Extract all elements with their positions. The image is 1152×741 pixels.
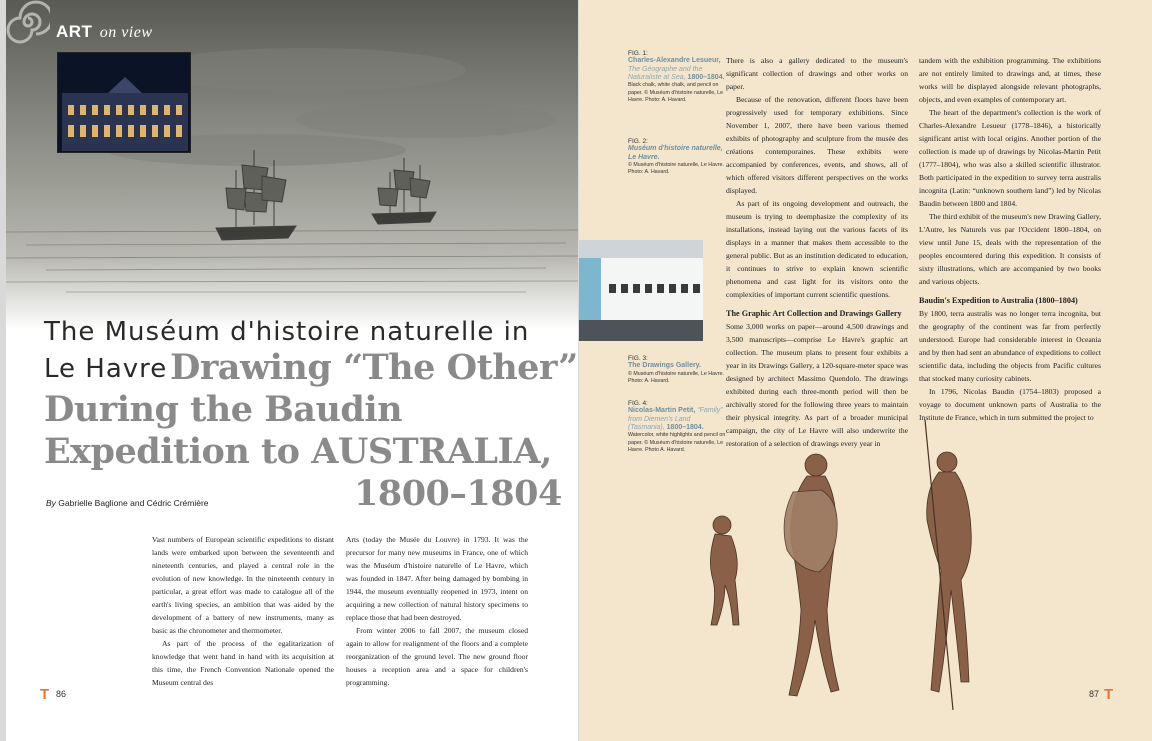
caption-heading: The Drawings Gallery. [628,362,702,370]
caption-body: Black chalk, white chalk, and pencil on paper. © Muséum d'histoire naturelle, Le Havre. Photo: A. Havard. [628,82,724,103]
page-number: 87 [1089,689,1100,699]
magazine-t-logo: T [40,686,50,703]
title-line-5-years: 1800–1804 [354,473,562,514]
ship-right [372,158,436,224]
paragraph: Vast numbers of European scientific expeditions to distant lands were embarked upon between the seventeenth and nineteenth centuries, and played a central role in the evolution of new knowledge. In the nineteenth century in particular, a great effort was made to catalogue all of the earth's living species, an ambition that was aided by the development of a battery of new instruments, many as basic as the chronometer and thermometer. [152,535,334,635]
byline [46,498,209,508]
paragraph: In 1796, Nicolas Baudin (1754–1803) proposed a voyage to document unknown parts of Australia to the Institute de France, which in turn submitted the project to [919,387,1101,422]
caption-fig-number: FIG. 4: [628,400,648,407]
paragraph: Because of the renovation, different floors have been progressively used for temporary exhibitions. Since November 1, 2007, there have been various themed exhibits of photography and sculpture from the musée des créations contemporaines. These exhibits were accompanied by conferences, events, and shows, all of which offered visitors different perspectives on the works displayed. [726,95,908,195]
museum-building-photo [57,52,191,153]
drawings-gallery-photo [579,240,703,341]
paragraph: Arts (today the Musée du Louvre) in 1793. It was the precursor for many new museums in France, one of which was the Muséum d'histoire naturelle of Le Havre, which was founded in 1847. After being damaged by bombing in 1944, the museum eventually reopened in 1973, intent on acquiring a new collection of natural history specimens to replace those that had been destroyed. [346,535,528,622]
caption-artist: Nicolas-Martin Petit, [628,407,696,415]
kicker-word-on-view: on view [99,24,153,41]
caption-fig-3 [628,355,728,385]
section-heading: Baudin's Expedition to Australia (1800–1804) [919,296,1078,305]
body-column-1 [152,533,334,689]
paragraph: Some 3,000 works on paper—around 4,500 drawings and 3,500 manuscripts—comprise Le Havre's graphic art collection. The museum plans to present four exhibits a year in its Drawings Gallery, a 120-square-meter space was designed by architect Massimo Quendolo. The drawings exhibited during each three-month period will then be archivally stored for the following three years to maintain their physical integrity. As part of a broader municipal campaign, the city of Le Havre will also underwrite the restoration of a selection of drawings every year in [726,322,908,448]
caption-heading [628,57,728,82]
ships-drawing [6,0,578,330]
caption-body: Watercolor, white highlights and pencil on paper. © Muséum d'histoire naturelle, Le Havre. Photo A. Havard. [628,432,726,453]
paragraph: By 1800, terra australis was no longer terra incognita, but the geography of the continent was far from perfectly understood. Europe had considerable interest in Oceania and by then had sent an abundance of expeditions to collect scientific data, including the objects from Pacific cultures that stocked many curiosity cabinets. [919,309,1101,383]
caption-fig-number: FIG. 1: [628,50,648,57]
caption-body: © Muséum d'histoire naturelle, Le Havre. Photo: A. Havard. [628,370,724,384]
ships-sketch-illustration [6,0,578,330]
section-heading: The Graphic Art Collection and Drawings Gallery [726,309,902,318]
caption-year: 1800–1804. [687,74,725,82]
paragraph: The heart of the department's collection is the work of Charles-Alexandre Lesueur (1778–1846), a historically significant artist with local origins. Another portion of the collection is made up of drawings by Nicolas-Martin Petit (1777–1804), who was also a skilled scientific illustrator. Both participated in the expedition to survey terra australis incognita (Latin: “unknown southern land”) led by Nicolas Baudin between 1800 and 1804. [919,108,1101,208]
caption-heading: Muséum d'histoire naturelle, Le Havre. [628,145,723,161]
title-line-4: Expedition to AUSTRALIA, [44,431,552,472]
page-number: 86 [56,689,67,699]
title-line-1: The Muséum d'histoire naturelle in [44,317,530,347]
right-body-column-2 [919,54,1101,424]
caption-body: © Muséum d'histoire naturelle, Le Havre. Photo: A. Havard. [628,162,724,176]
title-line-3: During the Baudin [44,389,403,430]
spiral-logo-icon [6,0,50,44]
caption-fig-1 [628,50,728,104]
caption-year: 1800–1804. [666,424,704,432]
paragraph: As part of the process of the egalitarization of knowledge that went hand in hand with its acquisition at this time, the French Convention Nationale opened the Museum central des [152,639,334,687]
caption-fig-number: FIG. 2: [628,138,648,145]
right-body-column-1 [726,54,908,450]
magazine-t-logo: T [1104,686,1114,703]
caption-artist: Charles-Alexandre Lesueur, [628,57,721,65]
title-line-2-small: Le Havre [44,354,168,384]
paragraph: As part of its ongoing development and outreach, the museum is trying to deemphasize the complexity of its installations, instead laying out the various facets of its displays in a manner that makes them accessible to the general public. But as an institution dedicated to education, it continues to strive to explain known scientific phenomena and cast light for its visitors onto the complexities of important current scientific questions. [726,199,908,299]
title-line-2-big: Drawing “The Other” [170,347,578,388]
left-page [6,0,578,741]
caption-fig-number: FIG. 3: [628,355,648,362]
aboriginal-family-illustration [689,420,1069,720]
section-kicker [56,22,153,42]
paragraph: The third exhibit of the museum's new Drawing Gallery, L'Autre, les Naturels vus par l'Occident 1800–1804, on view until June 15, deals with the representation of the peoples encountered during this expedition. It consists of sixty illustrations, which are accompanied by two books and various objects. [919,212,1101,286]
paragraph: tandem with the exhibition programming. The exhibitions are not entirely limited to drawings and, at times, these works will be displayed alongside relevant photographs, objects, and even examples of contemporary art. [919,56,1101,104]
paragraph: There is also a gallery dedicated to the museum's significant collection of drawings and other works on paper. [726,56,908,91]
paragraph: From winter 2006 to fall 2007, the museum closed again to allow for realignment of the floors and a complete reorganization of the ground level. The new ground floor houses a reception area and a space for children's programming. [346,626,528,687]
caption-fig-2 [628,138,728,176]
byline-authors: Gabrielle Baglione and Cédric Crémière [58,498,209,508]
caption-title: The Géographe and the Naturaliste at Sea, [628,65,703,82]
body-column-2 [346,533,528,689]
right-page [579,0,1152,741]
kicker-word-art: ART [56,22,93,41]
byline-by: By [46,498,56,508]
caption-title: “Family” from Diemen's Land (Tasmania), [628,407,723,432]
